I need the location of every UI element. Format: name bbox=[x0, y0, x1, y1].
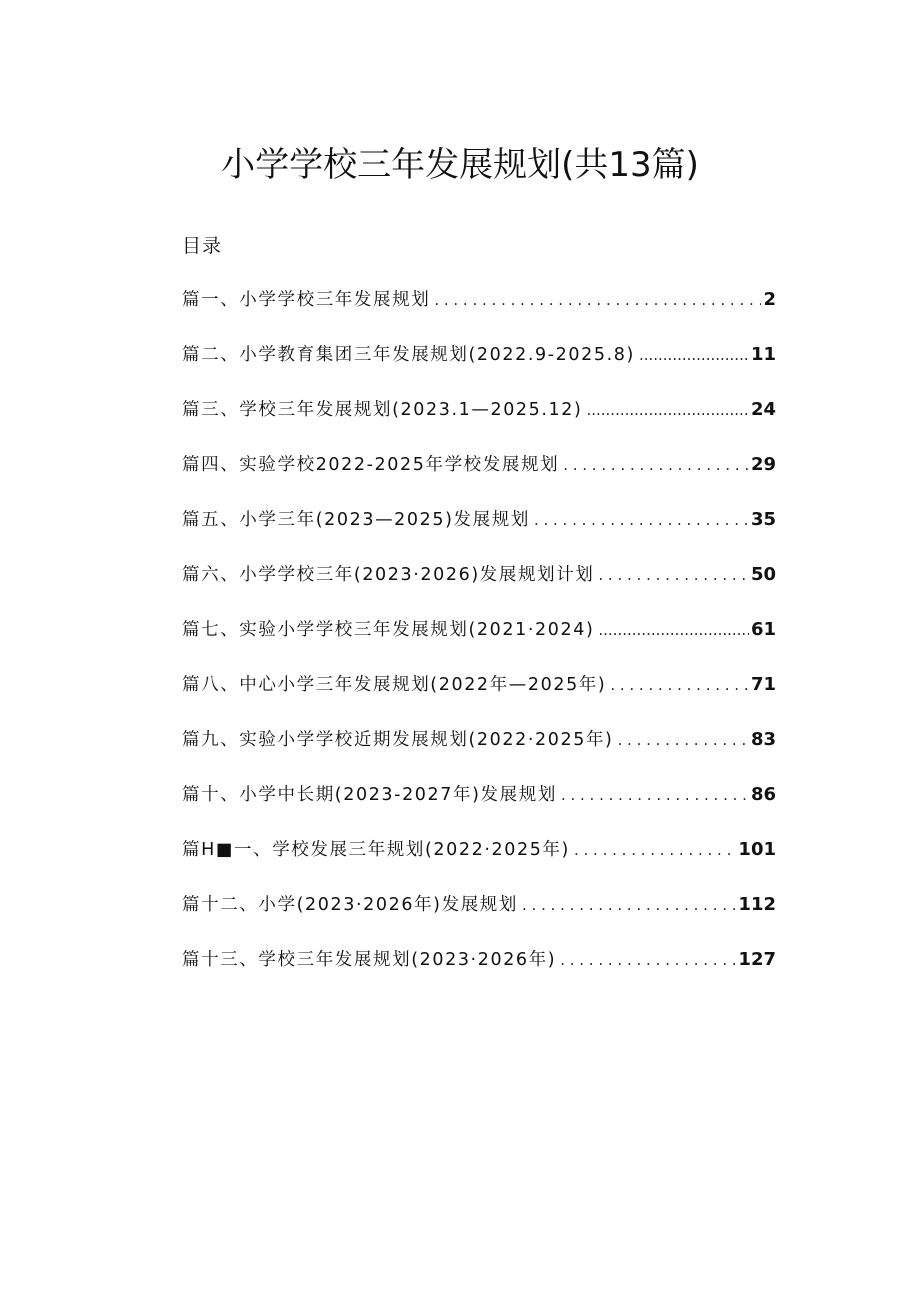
toc-entry[interactable] bbox=[182, 777, 776, 832]
toc-entry-title: 篇三、学校三年发展规划(2023.1—2025.12) bbox=[182, 400, 583, 420]
toc-entry-title: 篇二、小学教育集团三年发展规划(2022.9-2025.8) bbox=[182, 345, 635, 365]
toc-entry[interactable] bbox=[182, 942, 776, 997]
toc-page-number: 2 bbox=[763, 289, 776, 310]
toc-page-number: 24 bbox=[750, 399, 776, 420]
toc-entry[interactable] bbox=[182, 282, 776, 337]
toc-entry[interactable] bbox=[182, 337, 776, 392]
toc-entry[interactable] bbox=[182, 447, 776, 502]
toc-entry[interactable] bbox=[182, 502, 776, 557]
toc-entry[interactable] bbox=[182, 557, 776, 612]
dot-leader bbox=[598, 557, 749, 593]
toc-page-number: 86 bbox=[750, 784, 776, 805]
toc-page-number: 50 bbox=[750, 564, 776, 585]
toc-entry-title: 篇一、小学学校三年发展规划 bbox=[182, 290, 431, 310]
document-title: 小学学校三年发展规划(共13篇) bbox=[221, 145, 699, 185]
dot-leader bbox=[563, 447, 749, 483]
toc-entry[interactable] bbox=[182, 667, 776, 722]
table-of-contents bbox=[182, 282, 776, 997]
dot-leader bbox=[618, 722, 749, 758]
dot-leader bbox=[639, 337, 749, 373]
toc-page-number: 11 bbox=[750, 344, 776, 365]
dot-leader bbox=[434, 282, 761, 318]
toc-entry-title: 篇十二、小学(2023·2026年)发展规划 bbox=[182, 895, 518, 915]
toc-page-number: 71 bbox=[750, 674, 776, 695]
dot-leader bbox=[561, 777, 749, 813]
toc-entry[interactable] bbox=[182, 887, 776, 942]
dot-leader bbox=[560, 942, 736, 978]
toc-entry-title: 篇八、中心小学三年发展规划(2022年—2025年) bbox=[182, 675, 607, 695]
dot-leader bbox=[522, 887, 736, 923]
toc-entry-title: 篇五、小学三年(2023—2025)发展规划 bbox=[182, 510, 530, 530]
dot-leader bbox=[610, 667, 749, 703]
toc-page-number: 127 bbox=[738, 949, 776, 970]
dot-leader bbox=[574, 832, 736, 868]
toc-page-number: 61 bbox=[750, 619, 776, 640]
toc-entry[interactable] bbox=[182, 392, 776, 447]
toc-entry-title: 篇四、实验学校2022-2025年学校发展规划 bbox=[182, 455, 560, 475]
dot-leader bbox=[586, 392, 748, 428]
toc-page-number: 112 bbox=[738, 894, 776, 915]
toc-entry[interactable] bbox=[182, 612, 776, 667]
toc-page-number: 29 bbox=[750, 454, 776, 475]
toc-page-number: 101 bbox=[738, 839, 776, 860]
toc-entry[interactable] bbox=[182, 832, 776, 887]
toc-entry-title: 篇H■一、学校发展三年规划(2022·2025年) bbox=[182, 840, 570, 860]
dot-leader bbox=[534, 502, 749, 538]
toc-entry[interactable] bbox=[182, 722, 776, 777]
toc-page-number: 35 bbox=[750, 509, 776, 530]
toc-entry-title: 篇十三、学校三年发展规划(2023·2026年) bbox=[182, 950, 557, 970]
toc-entry-title: 篇十、小学中长期(2023-2027年)发展规划 bbox=[182, 785, 557, 805]
dot-leader bbox=[598, 612, 749, 648]
toc-entry-title: 篇九、实验小学学校近期发展规划(2022·2025年) bbox=[182, 730, 614, 750]
toc-entry-title: 篇七、实验小学学校三年发展规划(2021·2024) bbox=[182, 620, 595, 640]
toc-page-number: 83 bbox=[750, 729, 776, 750]
toc-entry-title: 篇六、小学学校三年(2023·2026)发展规划计划 bbox=[182, 565, 595, 585]
toc-heading: 目录 bbox=[182, 235, 223, 257]
